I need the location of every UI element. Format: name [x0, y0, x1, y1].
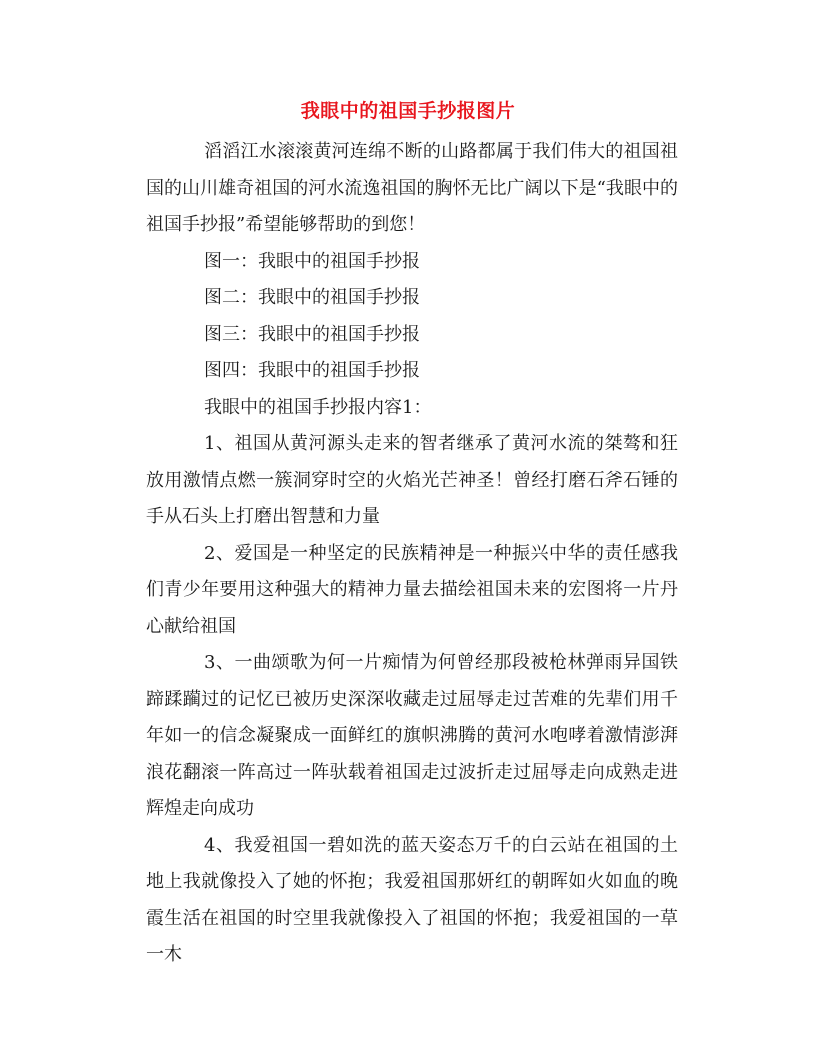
figure-caption-1: 图一：我眼中的祖国手抄报: [204, 250, 420, 272]
content-item-1: 1、祖国从黄河源头走来的智者继承了黄河水流的桀骜和狂放用激情点燃一簇洞穿时空的火焰光芒神圣！曾经打磨石斧石锤的手从石头上打磨出智慧和力量: [146, 433, 678, 527]
content-heading: 我眼中的祖国手抄报内容1：: [204, 396, 432, 418]
figure-caption-3: 图三：我眼中的祖国手抄报: [204, 323, 420, 345]
document-title: 我眼中的祖国手抄报图片: [300, 100, 516, 122]
figure-caption-2: 图二：我眼中的祖国手抄报: [204, 287, 420, 308]
content-item-2: 2、爱国是一种坚定的民族精神是一种振兴中华的责任感我们青少年要用这种强大的精神力量去描绘祖国未来的宏图将一片丹心献给祖国: [146, 542, 678, 637]
content-item-3: 3、一曲颂歌为何一片痴情为何曾经那段被枪林弹雨异国铁蹄蹂躏过的记忆已被历史深深收藏走过屈辱走过苦难的先辈们用千年如一的信念凝聚成一面鲜红的旗帜沸腾的黄河水咆哮着激情澎湃浪花翻滚一阵高过一阵驮载着祖国走过波折走过屈辱走向成熟走进辉煌走向成功: [146, 652, 678, 819]
figure-caption-4: 图四：我眼中的祖国手抄报: [204, 360, 420, 381]
document-body: [146, 134, 678, 974]
intro-paragraph: 滔滔江水滚滚黄河连绵不断的山路都属于我们伟大的祖国祖国的山川雄奇祖国的河水流逸祖国的胸怀无比广阔以下是“我眼中的祖国手抄报”希望能够帮助的到您！: [146, 141, 678, 235]
content-item-4: 4、我爱祖国一碧如洗的蓝天姿态万千的白云站在祖国的土地上我就像投入了她的怀抱；我爱祖国那妍红的朝晖如火如血的晚霞生活在祖国的时空里我就像投入了祖国的怀抱；我爱祖国的一草一木: [146, 834, 678, 965]
